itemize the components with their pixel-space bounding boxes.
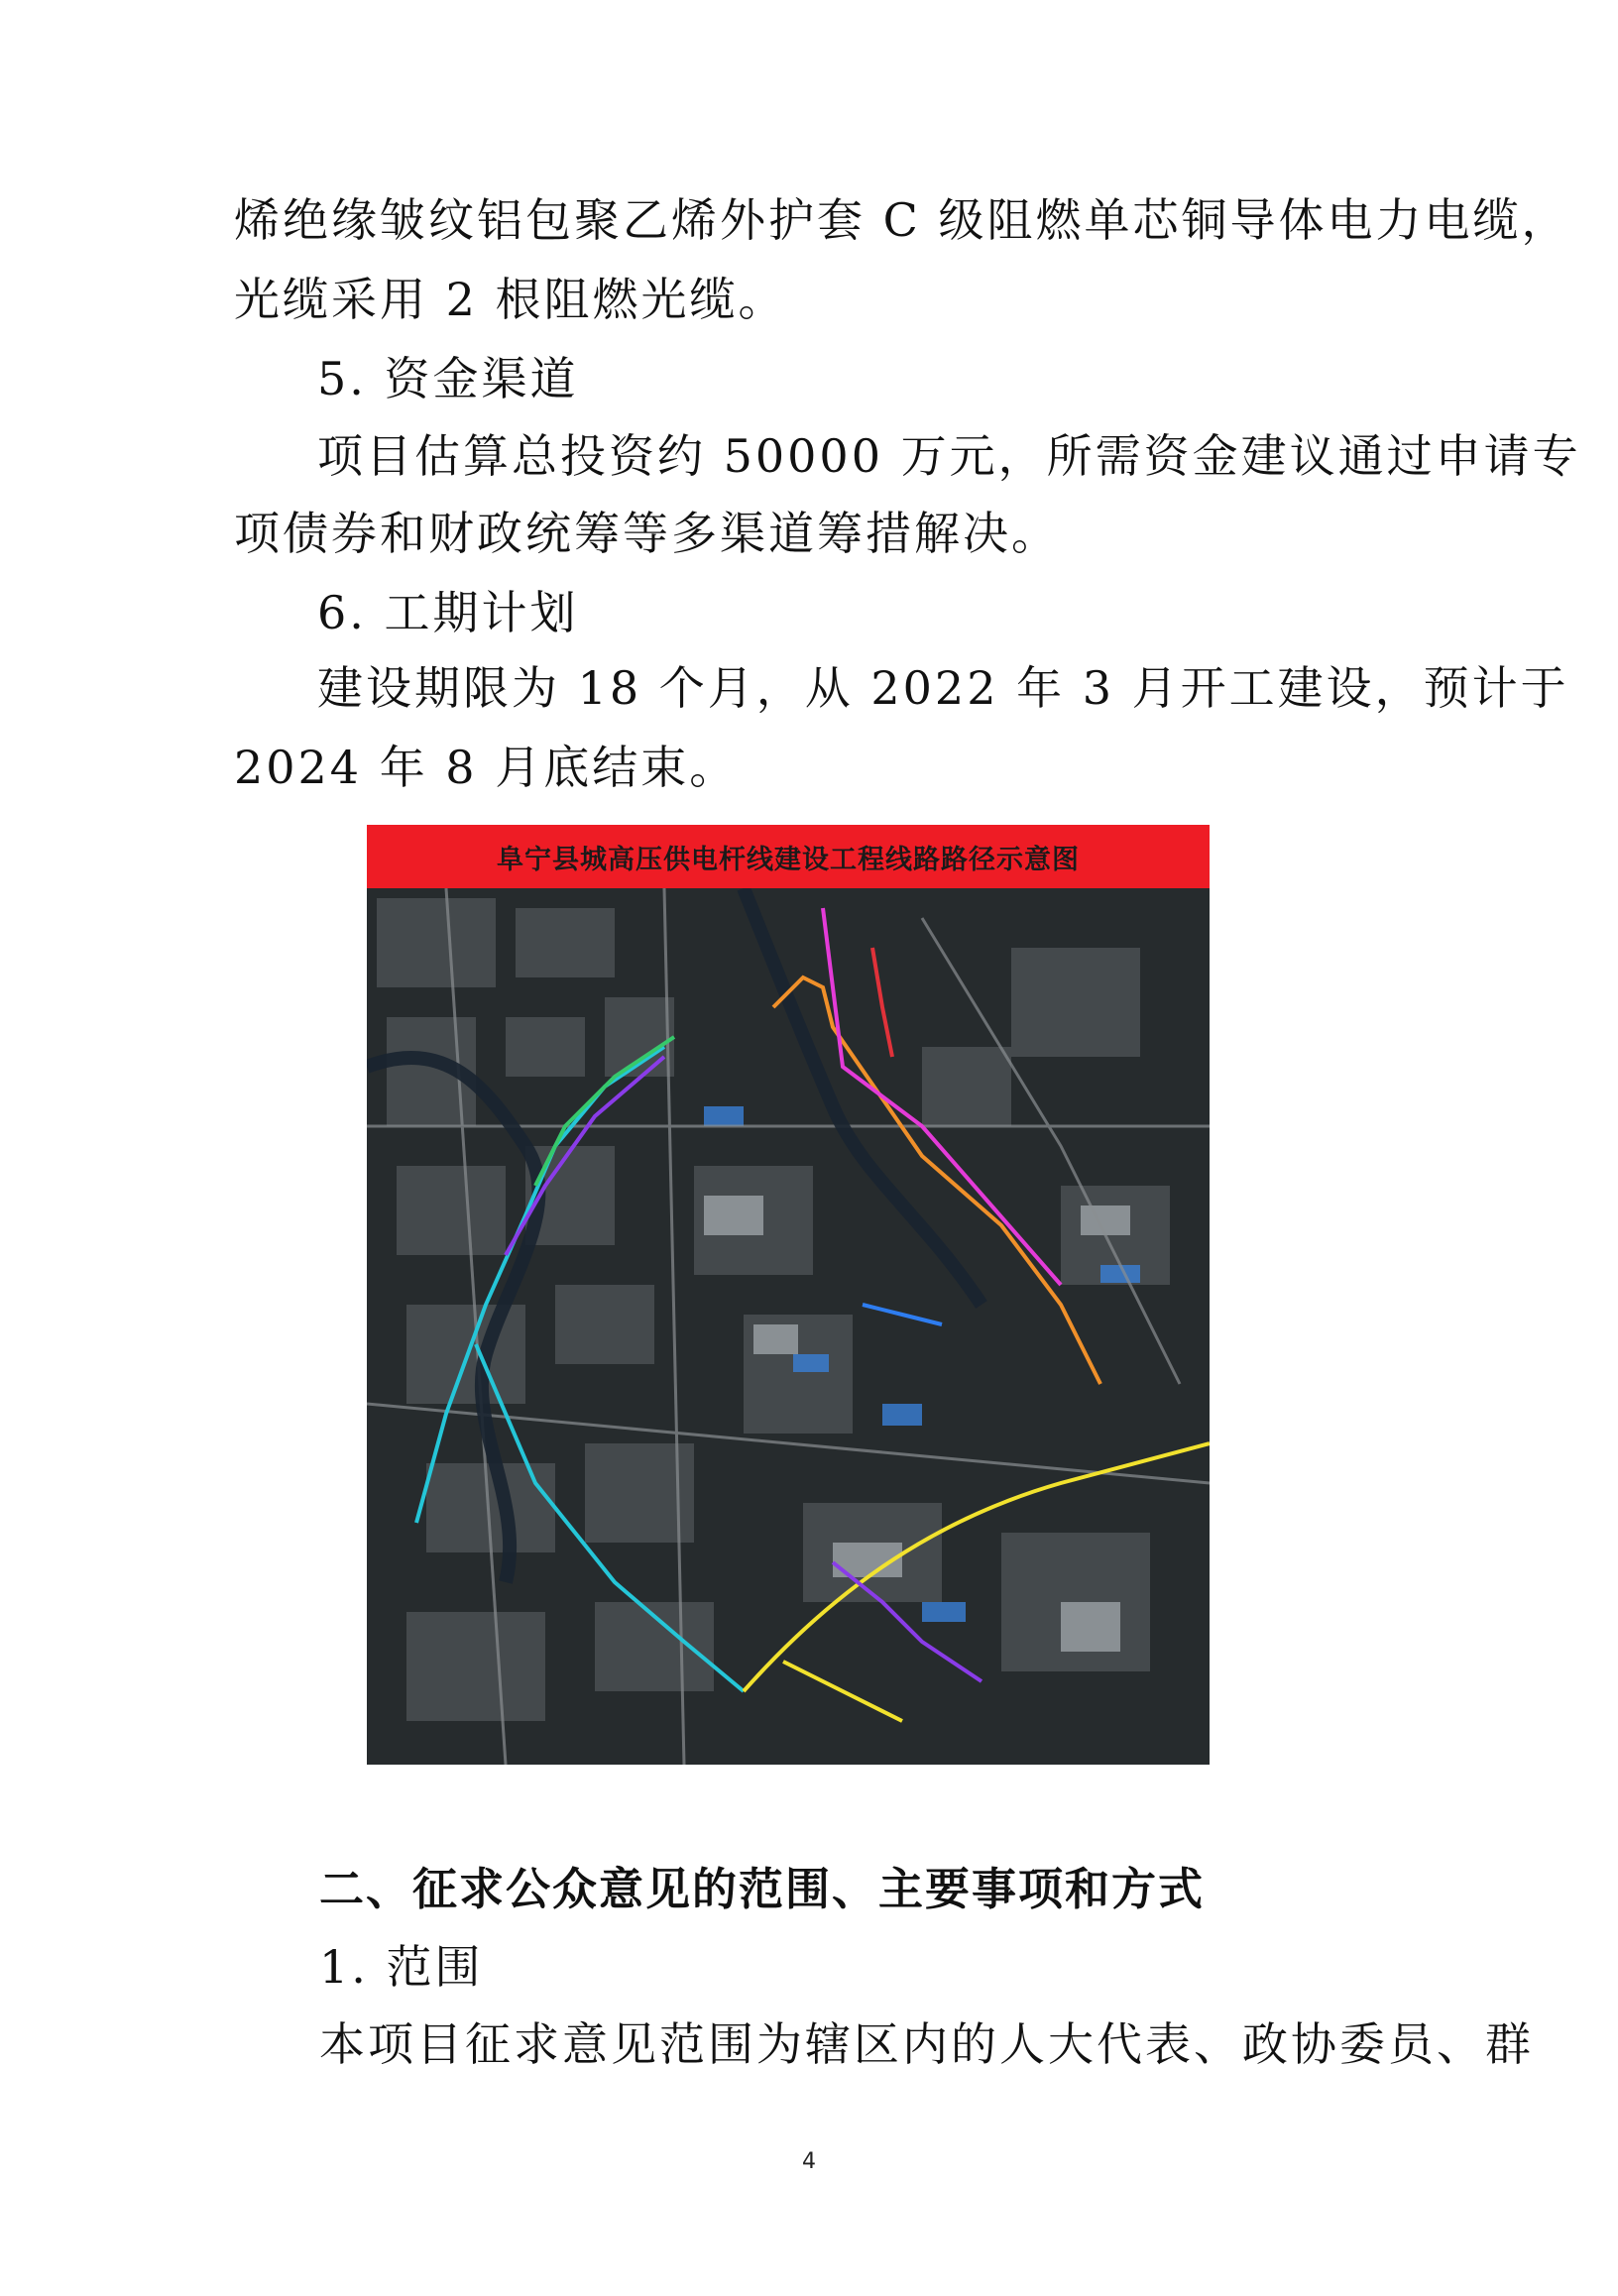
- subsection-heading-scope: 1. 范围: [319, 1940, 484, 1994]
- satellite-map: [367, 888, 1210, 1765]
- paragraph-line: 本项目征求意见范围为辖区内的人大代表、政协委员、群: [319, 2017, 1534, 2071]
- paragraph-line: 项目估算总投资约 50000 万元，所需资金建议通过申请专: [317, 429, 1581, 483]
- paragraph-line: 2024 年 8 月底结束。: [234, 741, 739, 794]
- section-heading-schedule: 6. 工期计划: [317, 586, 579, 639]
- paragraph-line: 项债券和财政统筹等多渠道筹措解决。: [234, 507, 1060, 560]
- section-heading-funding: 5. 资金渠道: [317, 352, 579, 405]
- paragraph-line: 烯绝缘皱纹铝包聚乙烯外护套 C 级阻燃单芯铜导体电力电缆，: [234, 193, 1570, 247]
- map-title-bar: [367, 825, 1210, 888]
- paragraph-line: 光缆采用 2 根阻燃光缆。: [234, 273, 787, 326]
- section-2-heading: 二、征求公众意见的范围、主要事项和方式: [319, 1863, 1206, 1915]
- paragraph-line: 建设期限为 18 个月，从 2022 年 3 月开工建设，预计于: [317, 661, 1569, 715]
- map-title: 阜宁县城高压供电杆线建设工程线路路径示意图: [497, 844, 1080, 875]
- page-number: 4: [802, 2149, 816, 2174]
- route-map-figure: [367, 825, 1210, 1765]
